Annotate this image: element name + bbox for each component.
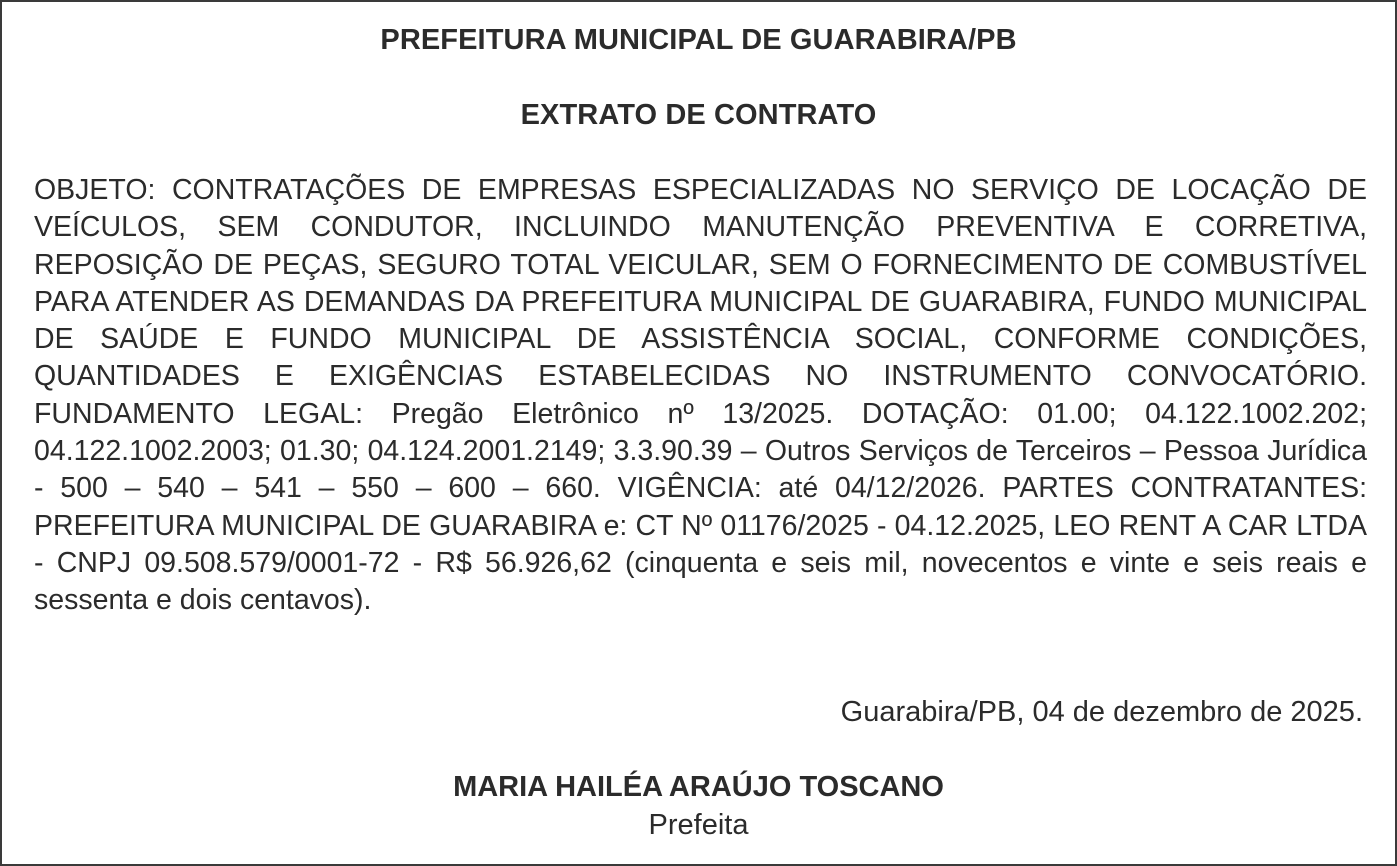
contract-body-text: OBJETO: CONTRATAÇÕES DE EMPRESAS ESPECIALIZADAS NO SERVIÇO DE LOCAÇÃO DE VEÍCULOS, SEM CONDUTOR, INCLUINDO MANUTENÇÃO PREVENTIVA E CORRETIVA, REPOSIÇÃO DE PEÇAS, SEGURO TOTAL VEICULAR, SEM O FORNECIMENTO DE COMBUSTÍVEL PARA ATENDER AS DEMANDAS DA PREFEITURA MUNICIPAL DE GUARABIRA, FUNDO MUNICIPAL DE SAÚDE E FUNDO MUNICIPAL DE ASSISTÊNCIA SOCIAL, CONFORME CONDIÇÕES, QUANTIDADES E EXIGÊNCIAS ESTABELECIDAS NO INSTRUMENTO CONVOCATÓRIO. FUNDAMENTO LEGAL: Pregão Eletrônico nº 13/2025. DOTAÇÃO: 01.00; 04.122.1002.202; 04.122.1002.2003; 01.30; 04.124.2001.2149; 3.3.90.39 – Outros Serviços de Terceiros – Pessoa Jurídica - 500 – 540 – 541 – 550 – 600 – 660. VIGÊNCIA: até 04/12/2026. PARTES CONTRATANTES: PREFEITURA MUNICIPAL DE GUARABIRA e: CT Nº 01176/2025 - 04.12.2025, LEO RENT A CAR LTDA - CNPJ 09.508.579/0001-72 - R$ 56.926,62 (cinquenta e seis mil, novecentos e vinte e seis reais e sessenta e dois centavos). <box>34 174 1367 617</box>
place-and-date: Guarabira/PB, 04 de dezembro de 2025. <box>840 696 1363 728</box>
signer-role: Prefeita <box>648 809 749 841</box>
signer-name: MARIA HAILÉA ARAÚJO TOSCANO <box>453 771 944 803</box>
organization-title: PREFEITURA MUNICIPAL DE GUARABIRA/PB <box>380 24 1017 56</box>
document-type-title: EXTRATO DE CONTRATO <box>520 99 877 131</box>
